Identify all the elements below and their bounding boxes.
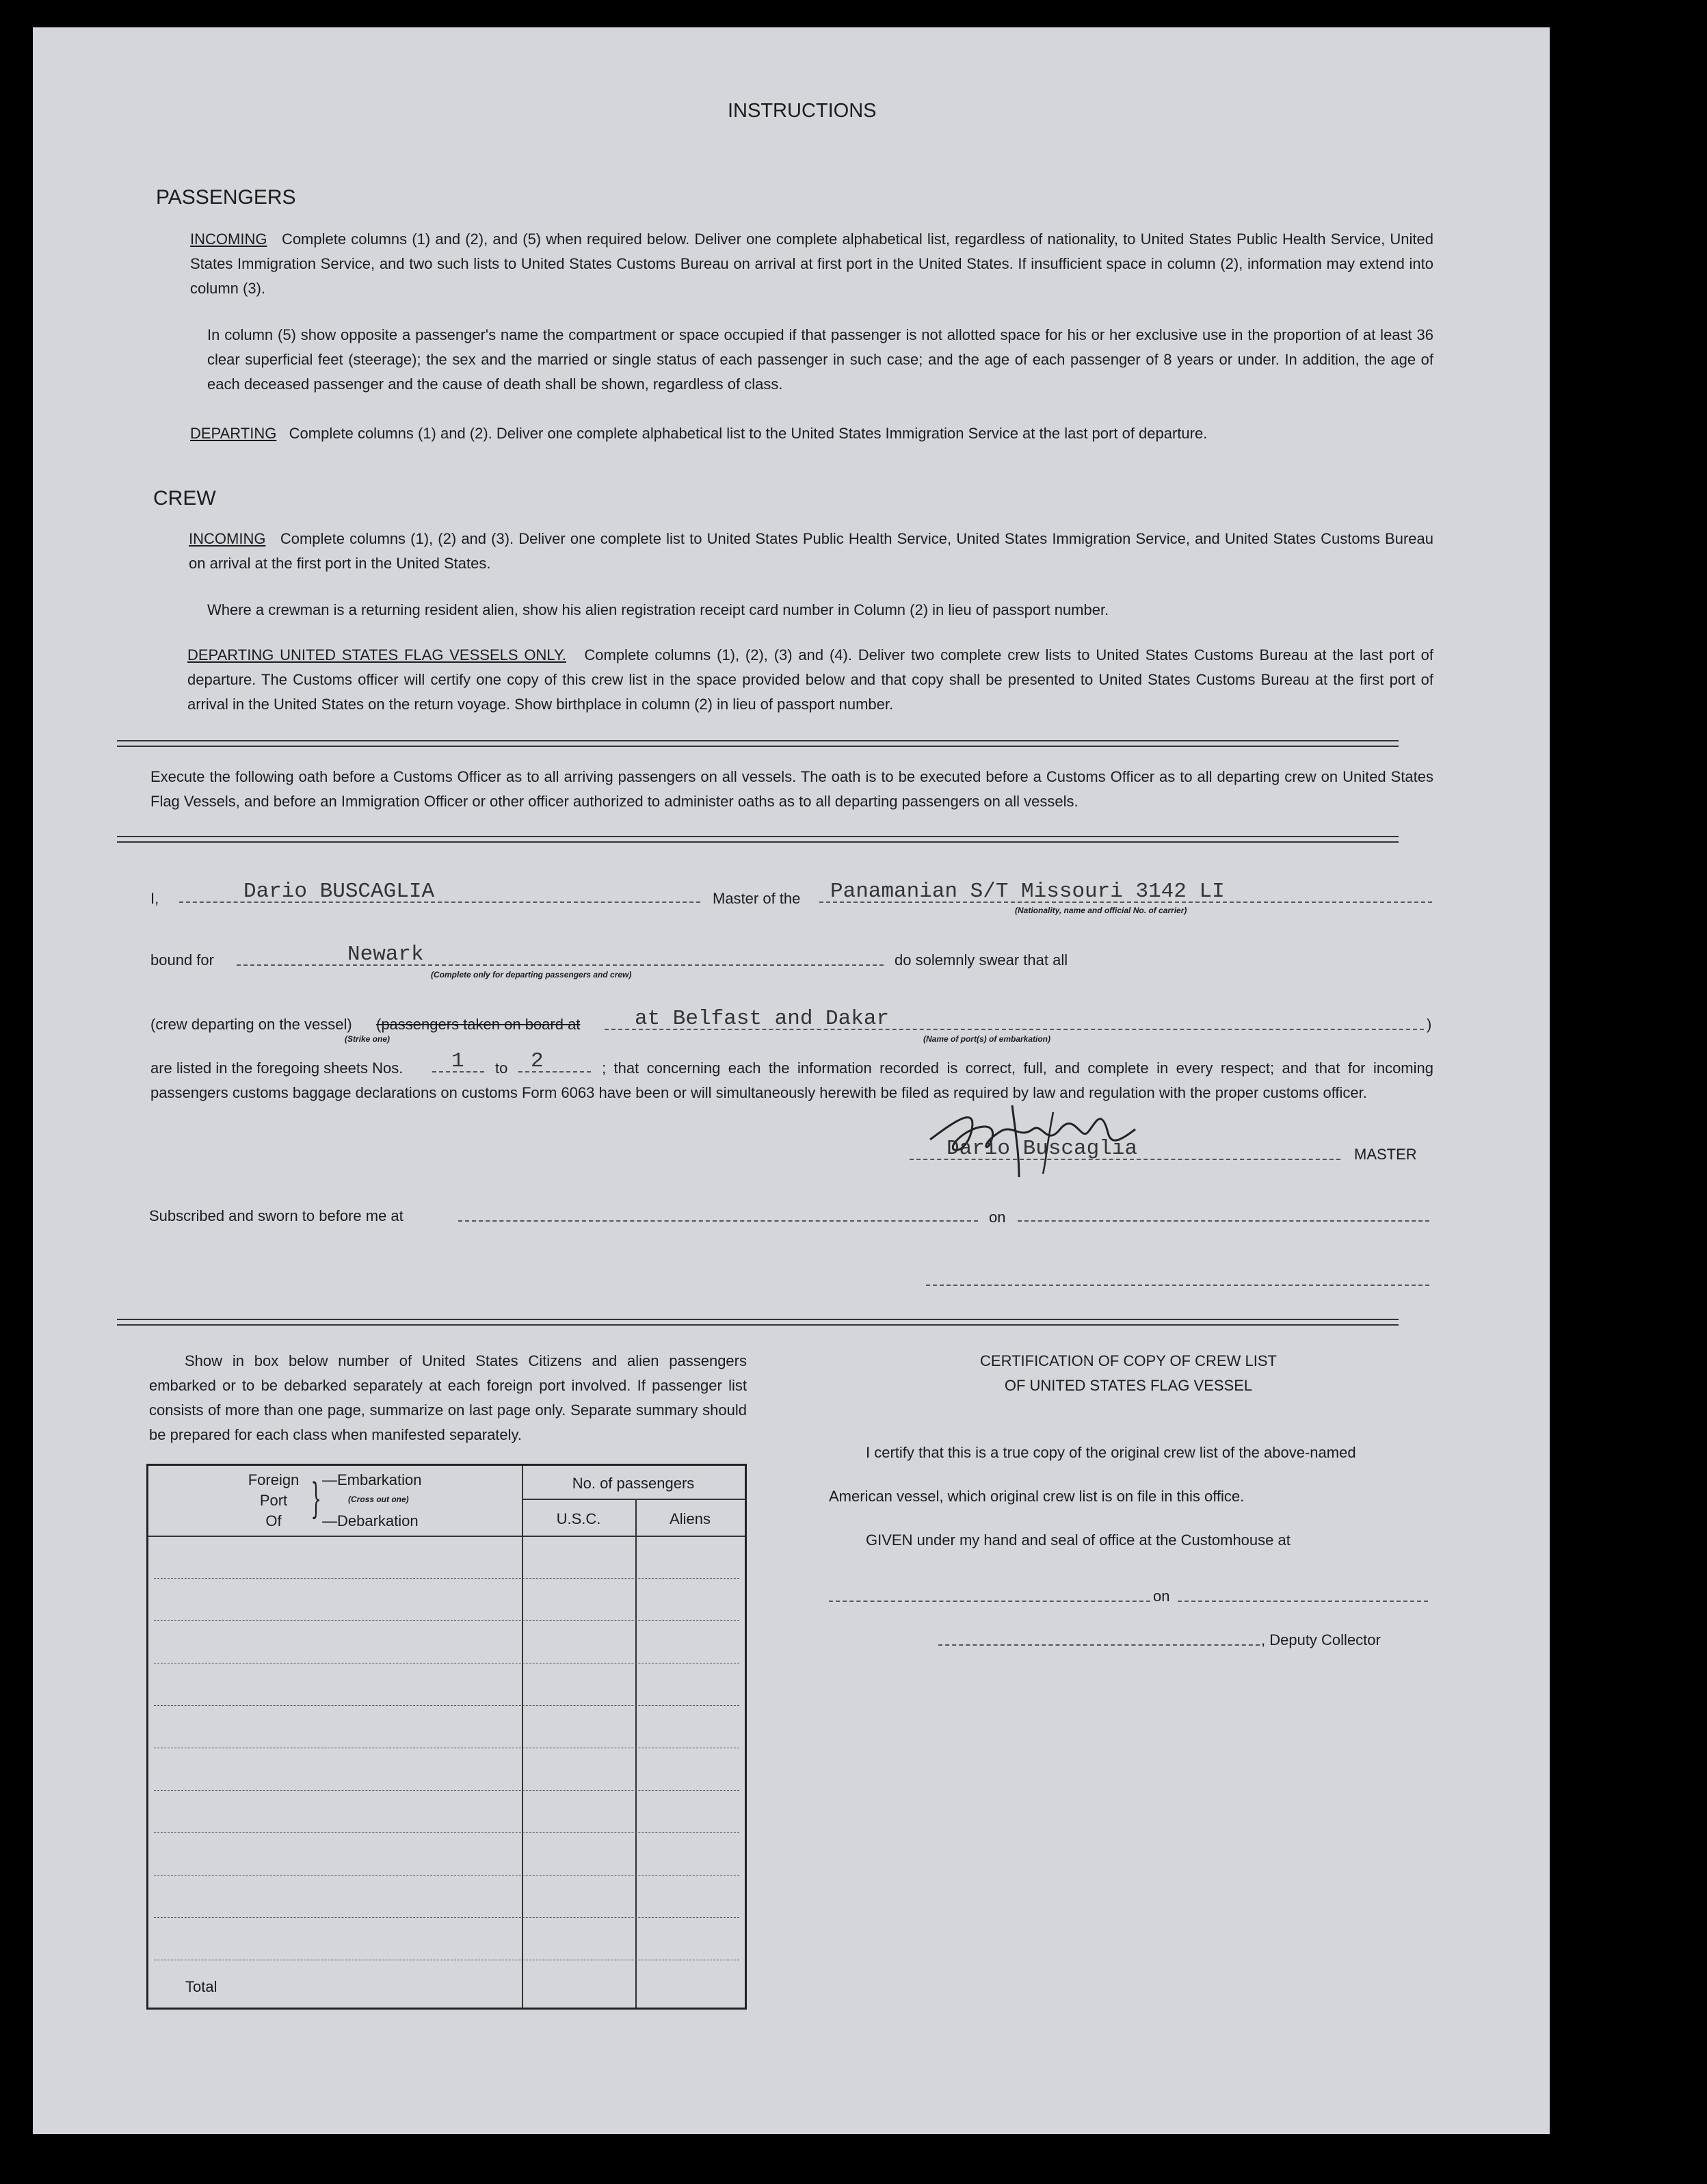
ports-note: (Name of port(s) of embarkation) <box>923 1034 1051 1044</box>
port-header-line2: Port <box>259 1492 288 1509</box>
certification-text-line2: American vessel, which original crew list is on file in this office. <box>829 1488 1245 1505</box>
table-row <box>154 1917 739 1918</box>
certification-title <box>821 1349 1436 1398</box>
crew-departing-label-oath: (crew departing on the vessel) <box>150 1016 352 1033</box>
debarkation-label: —Debarkation <box>322 1512 419 1529</box>
master-signature <box>916 1092 1163 1181</box>
vessel-name: Panamanian S/T Missouri 3142 LI <box>830 880 1225 904</box>
port-header-line1: Foreign <box>248 1471 300 1488</box>
subscribed-place-line <box>458 1220 978 1222</box>
crew-incoming-label: INCOMING <box>189 530 266 547</box>
sheets-rest: ; that concerning each the information recorded is correct, full, and complete in every respect; and that for incoming passengers customs baggage declarations on customs Form 6063 have been or will simultaneously herewith be filed as required by law and regulation with the proper customs officer. <box>150 1060 1433 1101</box>
cross-out-note: (Cross out one) <box>348 1495 409 1504</box>
column-divider <box>635 1499 637 2008</box>
ports: at Belfast and Dakar <box>635 1007 890 1031</box>
page-title: INSTRUCTIONS <box>728 100 877 122</box>
summary-instructions: Show in box below number of United States Citizens and alien passengers embarked or to be debarked separately at each foreign port involved. If passenger list consists of more than one page, summarize on last page only. Separate summary should be prepared for each class when manifested separately. <box>149 1352 747 1443</box>
port-header-line3: Of <box>265 1512 282 1529</box>
crew-incoming-text: Complete columns (1), (2) and (3). Deliver one complete list to United States Public Health Service, United States Immigration Service, and United States Customs Bureau on arrival at the first port in the United States. <box>189 530 1433 572</box>
bound-for-label: bound for <box>150 951 214 969</box>
destination-line <box>237 964 884 966</box>
destination-note: (Complete only for departing passengers and crew) <box>431 970 632 979</box>
certification-title-line2: OF UNITED STATES FLAG VESSEL <box>1004 1377 1253 1394</box>
total-label: Total <box>185 1978 217 1995</box>
crew-departing-paragraph <box>187 643 1433 717</box>
certification-given-text: GIVEN under my hand and seal of office at the Customhouse at <box>866 1531 1291 1549</box>
master-of-label: Master of the <box>713 890 801 907</box>
certification-title-line1: CERTIFICATION OF COPY OF CREW LIST <box>980 1352 1277 1369</box>
officer-signature-line <box>926 1285 1429 1286</box>
divider-rule <box>117 1319 1399 1326</box>
passengers-incoming-paragraph <box>190 227 1433 301</box>
table-row <box>154 1620 739 1621</box>
swear-label: do solemnly swear that all <box>895 951 1068 969</box>
deputy-collector-label: , Deputy Collector <box>1261 1631 1381 1648</box>
table-row <box>154 1875 739 1876</box>
table-row <box>154 1705 739 1706</box>
crew-departing-label: DEPARTING UNITED STATES FLAG VESSELS ONLY. <box>187 646 566 663</box>
sheet-to: 2 <box>531 1049 544 1073</box>
destination: Newark <box>347 943 424 966</box>
struck-passengers-text: (passengers taken on board at <box>376 1016 581 1033</box>
aliens-header: Aliens <box>670 1510 711 1527</box>
passengers-departing-paragraph <box>190 421 1433 446</box>
port-header <box>243 1470 304 1531</box>
oath-intro: Execute the following oath before a Customs Officer as to all arriving passengers on all vessels. The oath is to be executed before a Customs Officer as to all departing crew on United States Flag Vessels, and before an Immigration Officer or other officer authorized to administer oaths as to all departing passengers on all vessels. <box>150 768 1433 810</box>
customhouse-line <box>829 1601 1150 1602</box>
passengers-departing-text: Complete columns (1) and (2). Deliver one complete alphabetical list to the United States Immigration Service at the last port of departure. <box>289 425 1208 442</box>
passengers-heading: PASSENGERS <box>156 186 296 209</box>
embarkation-label: —Embarkation <box>322 1471 422 1488</box>
no-of-passengers-header: No. of passengers <box>572 1475 695 1492</box>
passenger-summary-table <box>146 1464 747 2010</box>
strike-note: (Strike one) <box>345 1034 391 1044</box>
header-divider <box>522 1499 745 1500</box>
crew-incoming-paragraph <box>189 527 1433 576</box>
to-label: to <box>495 1060 508 1077</box>
table-row <box>154 1578 739 1579</box>
oath-i-label: I, <box>150 890 159 907</box>
certification-text-line1: I certify that this is a true copy of the original crew list of the above-named <box>866 1444 1356 1461</box>
header-bottom-rule <box>148 1536 745 1537</box>
master-label: MASTER <box>1354 1146 1417 1163</box>
crew-resident-paragraph: Where a crewman is a returning resident alien, show his alien registration receipt card number in Column (2) in lieu of passport number. <box>207 601 1109 618</box>
certification-on-label: on <box>1153 1588 1170 1605</box>
table-row <box>154 1832 739 1833</box>
passengers-departing-label: DEPARTING <box>190 425 277 442</box>
deputy-signature-line <box>938 1644 1260 1646</box>
subscribed-on-label: on <box>989 1209 1006 1226</box>
sheet-from: 1 <box>451 1049 464 1073</box>
brace-icon: } <box>310 1475 321 1523</box>
passengers-incoming-text: Complete columns (1) and (2), and (5) when required below. Deliver one complete alphabetical list, regardless of nationality, to United States Public Health Service, United States Immigration Service, and two such lists to United States Customs Bureau on arrival at first port in the United States. If insufficient space in column (2), information may extend into column (3). <box>190 231 1433 297</box>
divider-rule <box>117 740 1399 747</box>
usc-header: U.S.C. <box>556 1510 601 1527</box>
passengers-incoming-label: INCOMING <box>190 231 267 248</box>
signature-name: Dario Buscaglia <box>947 1137 1138 1161</box>
master-name: Dario BUSCAGLIA <box>243 880 435 904</box>
crew-heading: CREW <box>153 487 216 510</box>
crew-departing-text: Complete columns (1), (2), (3) and (4). Deliver two complete crew lists to United States Customs Bureau at the last port of departure. The Customs officer will certify one copy of this crew list in the space provided below and that copy shall be presented to United States Customs Bureau at the first port of arrival in the United States on the return voyage. Show birthplace in column (2) in lieu of passport number. <box>187 646 1433 713</box>
column-divider <box>522 1466 523 2008</box>
divider-rule <box>117 836 1399 843</box>
subscribed-label: Subscribed and sworn to before me at <box>149 1207 403 1224</box>
close-paren: ) <box>1427 1016 1432 1033</box>
certification-date-line <box>1178 1601 1428 1602</box>
sheets-label: are listed in the foregoing sheets Nos. <box>150 1060 403 1077</box>
column5-paragraph: In column (5) show opposite a passenger's name the compartment or space occupied if that passenger is not allotted space for his or her exclusive use in the proportion of at least 36 clear superficial feet (steerage); the sex and the married or single status of each passenger in such case; and the age of each passenger of 8 years or under. In addition, the age of each deceased passenger and the cause of death shall be shown, regardless of class. <box>207 326 1433 393</box>
subscribed-date-line <box>1018 1220 1429 1222</box>
vessel-note: (Nationality, name and official No. of carrier) <box>1015 906 1187 915</box>
table-row <box>154 1790 739 1791</box>
